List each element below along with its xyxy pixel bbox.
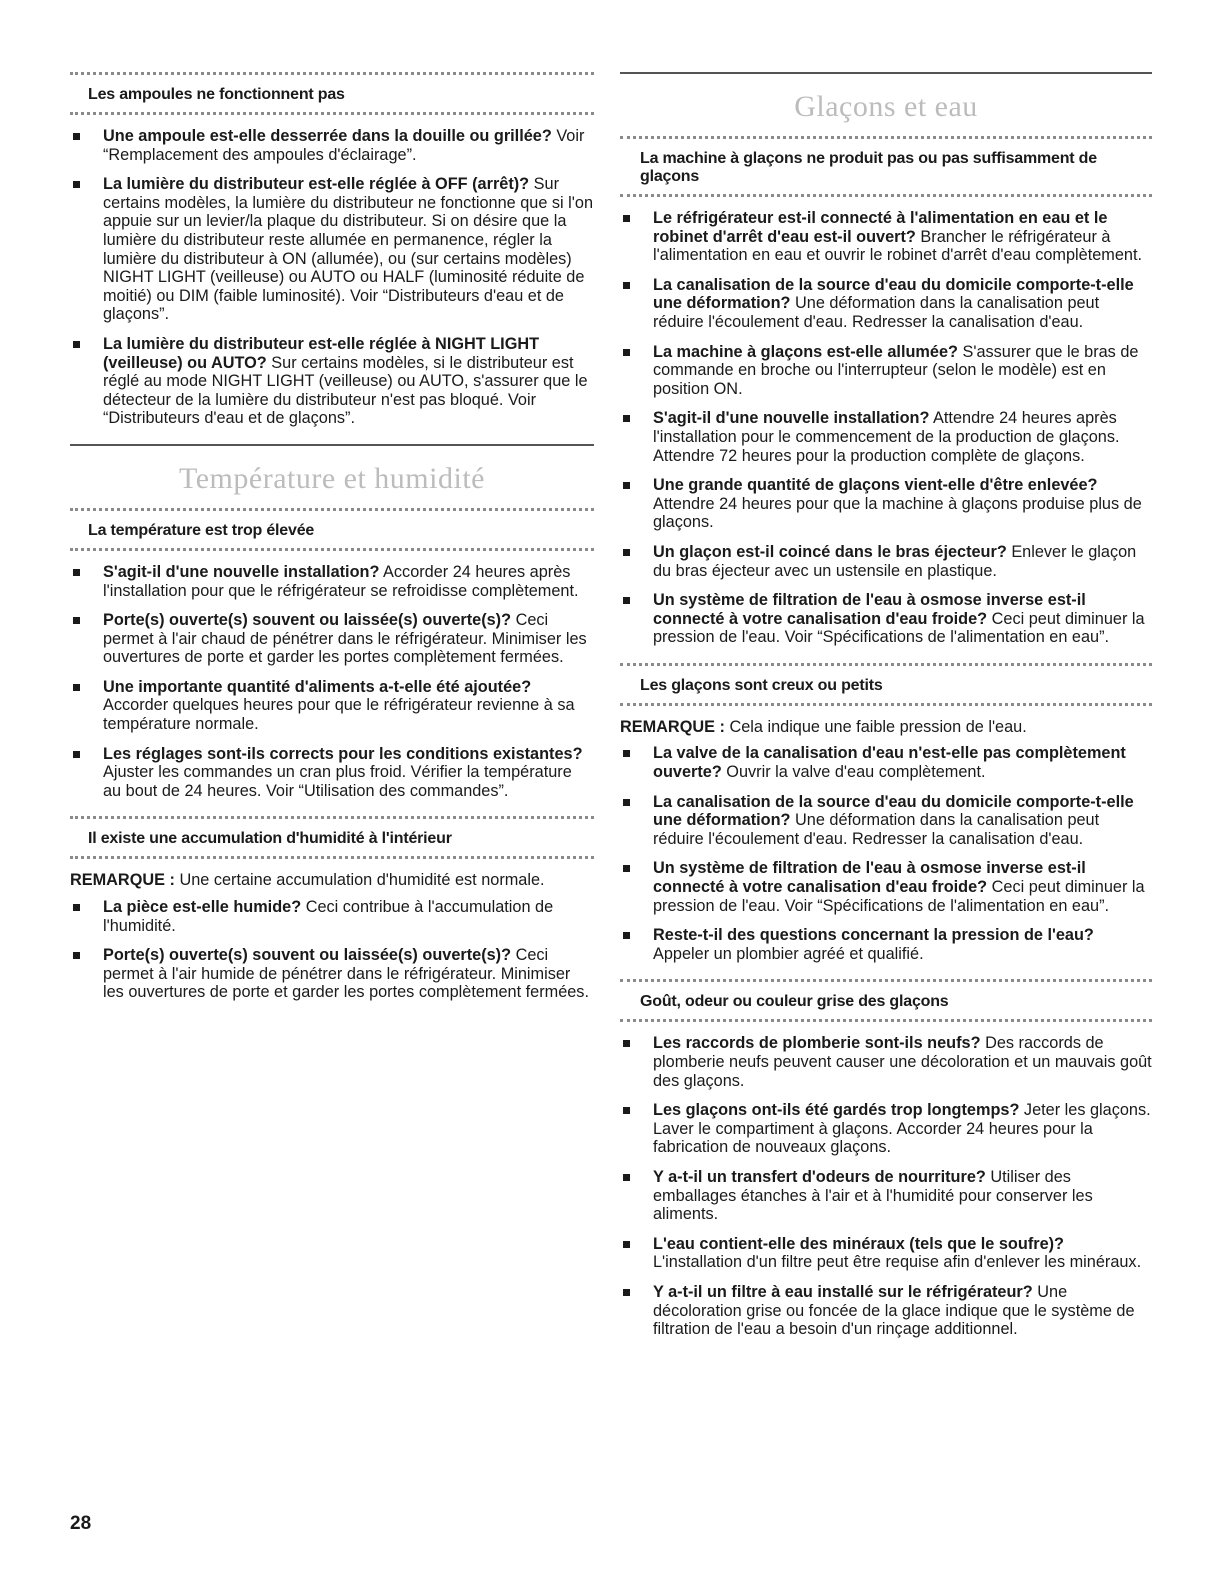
list-item [70, 611, 594, 667]
bullet-square-icon [73, 904, 80, 911]
bullet-list [70, 127, 594, 428]
list-item [70, 175, 594, 324]
list-item [70, 563, 594, 600]
list-item [620, 476, 1152, 532]
section-title: Glaçons et eau [620, 72, 1152, 136]
bullet-square-icon [73, 617, 80, 624]
question: Reste-t-il des questions concernant la pression de l'eau? [653, 926, 1094, 945]
list-item [620, 591, 1152, 647]
bullet-square-icon [623, 1107, 630, 1114]
question: Un système de filtration de l'eau à osmose inverse est-il connecté à votre canalisation d'eau froide? [653, 859, 1086, 897]
section-title: Température et humidité [70, 444, 594, 508]
bullet-square-icon [623, 750, 630, 757]
question: Une ampoule est-elle desserrée dans la douille ou grillée? [103, 127, 552, 145]
bullet-list [70, 563, 594, 801]
answer: Sur certains modèles, la lumière du distributeur ne fonctionne que si l'on appuie sur un levier/la plaque du distributeur. Si on désire que la lumière du distributeur reste allumée en permanence, régler la lumière du distributeur à ON (allumée), ou (sur certains modèles) NIGHT LIGHT (veilleuse) ou AUTO ou HALF (luminosité réduite de moitié) ou DIM (faible luminosité). Voir “Distributeurs d'eau et de glaçons”. [103, 175, 594, 324]
question: Le réfrigérateur est-il connecté à l'alimentation en eau et le robinet d'arrêt d'eau est-il ouvert? [653, 209, 1108, 246]
question: Les glaçons ont-ils été gardés trop longtemps? [653, 1101, 1020, 1120]
answer: Une déformation dans la canalisation peut réduire l'écoulement d'eau. Redresser la canalisation d'eau. [653, 811, 1100, 848]
list-item [70, 946, 594, 1002]
list-item [620, 276, 1152, 332]
bullet-square-icon [73, 341, 80, 348]
list-item [620, 1283, 1152, 1339]
section-heading: Goût, odeur ou couleur grise des glaçons [620, 979, 1152, 1022]
bullet-square-icon [623, 482, 630, 489]
answer: Attendre 24 heures pour que la machine à glaçons produise plus de glaçons. [653, 494, 1142, 532]
question: La lumière du distributeur est-elle réglée à NIGHT LIGHT (veilleuse) ou AUTO? [103, 334, 540, 372]
question: Les raccords de plomberie sont-ils neufs? [653, 1034, 981, 1053]
question: La canalisation de la source d'eau du domicile comporte-t-elle une déformation? [653, 275, 1134, 313]
question: Une grande quantité de glaçons vient-elle d'être enlevée? [653, 476, 1098, 495]
bullet-square-icon [623, 1174, 630, 1181]
bullet-square-icon [623, 799, 630, 806]
list-item [70, 127, 594, 164]
bullet-square-icon [73, 684, 80, 691]
answer: L'installation d'un filtre peut être requise afin d'enlever les minéraux. [653, 1253, 1142, 1272]
list-item [620, 1034, 1152, 1090]
question: Porte(s) ouverte(s) souvent ou laissée(s) ouverte(s)? [103, 611, 512, 630]
left-column [70, 72, 594, 1018]
list-item [70, 745, 594, 801]
bullet-square-icon [623, 415, 630, 422]
answer: Attendre 24 heures après l'installation pour le commencement de la production de glaçons. Attendre 72 heures pour la production complète de glaçons. [653, 409, 1120, 465]
answer: Ouvrir la valve d'eau complètement. [726, 763, 986, 782]
bullet-square-icon [73, 569, 80, 576]
answer: Ceci contribue à l'accumulation de l'humidité. [103, 898, 554, 935]
bullet-list [620, 209, 1152, 647]
question: S'agit-il d'une nouvelle installation? [103, 562, 380, 581]
answer: Utiliser des emballages étanches à l'air et à l'humidité pour conserver les aliments. [653, 1167, 1093, 1224]
list-item [620, 1168, 1152, 1224]
question: Porte(s) ouverte(s) souvent ou laissée(s) ouverte(s)? [103, 946, 512, 965]
question: Un glaçon est-il coincé dans le bras éjecteur? [653, 542, 1007, 561]
section-heading: Les glaçons sont creux ou petits [620, 663, 1152, 706]
bullet-square-icon [623, 865, 630, 872]
question: La valve de la canalisation d'eau n'est-elle pas complètement ouverte? [653, 744, 1126, 782]
bullet-square-icon [73, 751, 80, 758]
answer: Sur certains modèles, si le distributeur est réglé au mode NIGHT LIGHT (veilleuse) ou AUTO, s'assurer que le détecteur de la lumière du distributeur n'est pas bloqué. Voir “Distributeurs d'eau et de glaçons”. [103, 353, 588, 428]
question: S'agit-il d'une nouvelle installation? [653, 409, 930, 428]
list-item [620, 209, 1152, 265]
bullet-square-icon [73, 952, 80, 959]
bullet-list [70, 898, 594, 1002]
answer: Une déformation dans la canalisation peut réduire l'écoulement d'eau. Redresser la canalisation d'eau. [653, 294, 1100, 331]
list-item [70, 678, 594, 734]
bullet-square-icon [73, 181, 80, 188]
question: La machine à glaçons est-elle allumée? [653, 342, 958, 361]
page-number: 28 [70, 1513, 92, 1534]
list-item [620, 859, 1152, 915]
bullet-square-icon [623, 932, 630, 939]
question: L'eau contient-elle des minéraux (tels que le soufre)? [653, 1234, 1064, 1253]
bullet-square-icon [73, 133, 80, 140]
list-item [620, 543, 1152, 580]
list-item [70, 898, 594, 935]
answer: Accorder 24 heures après l'installation pour que le réfrigérateur se refroidisse complètement. [103, 562, 579, 600]
list-item [620, 744, 1152, 781]
bullet-list [620, 744, 1152, 963]
bullet-square-icon [623, 1040, 630, 1047]
remark-label: REMARQUE : [620, 717, 725, 736]
question: Les réglages sont-ils corrects pour les conditions existantes? [103, 744, 583, 763]
bullet-square-icon [623, 1241, 630, 1248]
answer: Voir “Remplacement des ampoules d'éclairage”. [103, 127, 585, 164]
answer: Ceci permet à l'air humide de pénétrer dans le réfrigérateur. Minimiser les ouvertures de porte et garder les portes complètement fermées. [103, 946, 589, 1002]
section-heading: La température est trop élevée [70, 508, 594, 551]
bullet-square-icon [623, 282, 630, 289]
bullet-square-icon [623, 597, 630, 604]
bullet-square-icon [623, 349, 630, 356]
answer: Des raccords de plomberie neufs peuvent causer une décoloration et un mauvais goût des glaçons. [653, 1034, 1152, 1090]
section-heading: Les ampoules ne fonctionnent pas [70, 72, 594, 115]
answer: Jeter les glaçons. Laver le compartiment à glaçons. Accorder 24 heures pour la fabrication de nouveaux glaçons. [653, 1101, 1151, 1157]
remark [620, 718, 1152, 737]
question: Une importante quantité d'aliments a-t-elle été ajoutée? [103, 677, 532, 696]
answer: Enlever le glaçon du bras éjecteur avec un ustensile en plastique. [653, 542, 1137, 580]
question: Y a-t-il un transfert d'odeurs de nourriture? [653, 1167, 986, 1186]
remark-text: Une certaine accumulation d'humidité est normale. [179, 871, 545, 890]
answer: Appeler un plombier agréé et qualifié. [653, 944, 924, 963]
bullet-square-icon [623, 549, 630, 556]
list-item [620, 793, 1152, 849]
right-column [620, 72, 1152, 1355]
question: La pièce est-elle humide? [103, 898, 302, 917]
remark-label: REMARQUE : [70, 871, 175, 890]
list-item [620, 1235, 1152, 1272]
remark [70, 871, 594, 890]
bullet-square-icon [623, 215, 630, 222]
question: Y a-t-il un filtre à eau installé sur le réfrigérateur? [653, 1282, 1033, 1301]
remark-text: Cela indique une faible pression de l'eau. [729, 717, 1027, 736]
answer: Ceci permet à l'air chaud de pénétrer dans le réfrigérateur. Minimiser les ouvertures de porte et garder les portes complètement fermées. [103, 611, 587, 667]
list-item [620, 926, 1152, 963]
answer: Ceci peut diminuer la pression de l'eau. Voir “Spécifications de l'alimentation en eau”. [653, 878, 1145, 915]
question: La canalisation de la source d'eau du domicile comporte-t-elle une déformation? [653, 792, 1134, 830]
answer: Accorder quelques heures pour que le réfrigérateur revienne à sa température normale. [103, 696, 575, 734]
answer: Brancher le réfrigérateur à l'alimentation en eau et ouvrir le robinet d'arrêt d'eau complètement. [653, 227, 1142, 265]
question: La lumière du distributeur est-elle réglée à OFF (arrêt)? [103, 175, 530, 194]
list-item [620, 409, 1152, 465]
answer: Une décoloration grise ou foncée de la glace indique que le système de filtration de l'eau a besoin d'un rinçage additionnel. [653, 1282, 1135, 1339]
answer: S'assurer que le bras de commande en broche ou l'interrupteur (selon le modèle) est en position ON. [653, 342, 1139, 398]
answer: Ceci peut diminuer la pression de l'eau. Voir “Spécifications de l'alimentation en eau”. [653, 609, 1145, 647]
section-heading: Il existe une accumulation d'humidité à l'intérieur [70, 816, 594, 859]
list-item [620, 343, 1152, 399]
question: Un système de filtration de l'eau à osmose inverse est-il connecté à votre canalisation d'eau froide? [653, 591, 1086, 628]
section-heading: La machine à glaçons ne produit pas ou pas suffisamment de glaçons [620, 136, 1152, 197]
bullet-list [620, 1034, 1152, 1338]
list-item [70, 335, 594, 428]
bullet-square-icon [623, 1289, 630, 1296]
answer: Ajuster les commandes un cran plus froid. Vérifier la température au bout de 24 heures. Voir “Utilisation des commandes”. [103, 763, 572, 800]
list-item [620, 1101, 1152, 1157]
